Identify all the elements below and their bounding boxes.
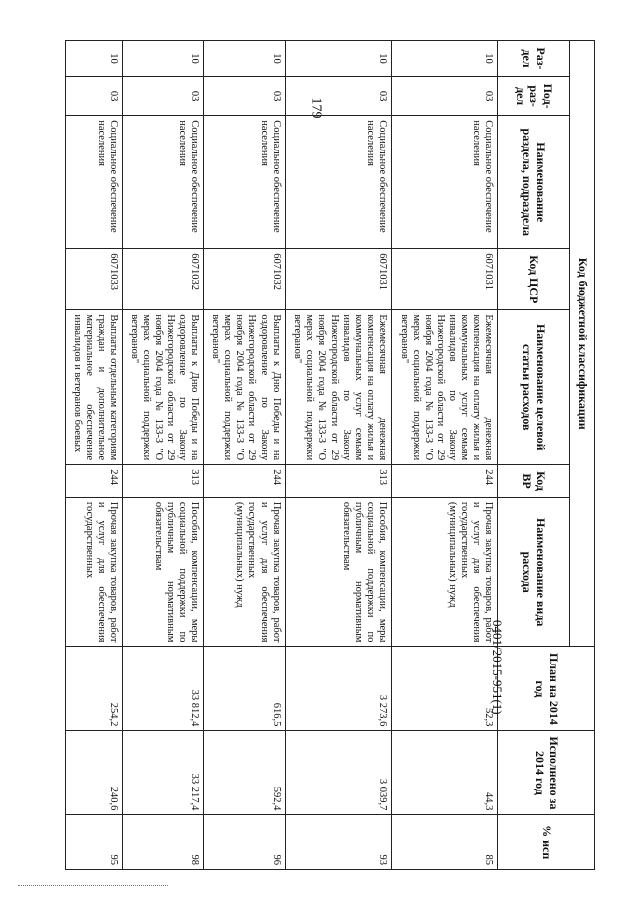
cell-percent: 95 [66,815,123,870]
cell-plan: 33 812,4 [122,647,203,731]
cell-kcsr: 6071031 [285,249,391,310]
header-section-name: Наименование раздела, подраздела [498,116,570,249]
cell-podrazdel: 03 [66,76,123,115]
cell-executed: 592,4 [204,731,285,815]
header-plan: План на 2014 год [498,647,595,731]
page-number: 179 [308,97,324,119]
header-target-name: Наименование целевой статьи расходов [498,310,570,465]
header-podrazdel: Под-раз-дел [498,76,570,115]
cell-target-name: Выплаты к Дню Победы и на оздоровление по Закону Нижегородской области от 29 ноября 2004 года № 133-З "О мерах социальной поддержки ветеранов" [122,310,203,465]
table-row [285,41,391,870]
cell-plan: 616,5 [204,647,285,731]
table-row [204,41,285,870]
cell-section-name: Социальное обеспечение населения [66,116,123,249]
cell-section-name: Социальное обеспечение населения [204,116,285,249]
budget-table [65,40,595,870]
cell-target-name: Ежемесячная денежная компенсация на оплату жилья и коммунальных услуг семьям инвалидов по Закону Нижегородской области от 29 ноября 2004 года № 133-З "О мерах социальной поддержки ветеранов" [285,310,391,465]
cell-percent: 93 [285,815,391,870]
header-kvr: Код ВР [498,465,570,498]
cell-executed: 44,3 [391,731,497,815]
cell-razdel: 10 [122,41,203,77]
cell-expense-name: Прочая закупка товаров, работ и услуг для обеспечения государственных (муниципальных) нужд [391,497,497,647]
header-executed: Исполнено за 2014 год [498,731,595,815]
cell-target-name: Ежемесячная денежная компенсация на оплату жилья и коммунальных услуг семьям инвалидов по Закону Нижегородской области от 29 ноября 2004 года № 133-З "О мерах социальной поддержки ветеранов" [391,310,497,465]
cell-expense-name: Прочая закупка товаров, работ и услуг для обеспечения государственных [66,497,123,647]
cell-percent: 85 [391,815,497,870]
cell-razdel: 10 [204,41,285,77]
cell-section-name: Социальное обеспечение населения [122,116,203,249]
cell-podrazdel: 03 [122,76,203,115]
cell-target-name: Выплаты отдельным категориям граждан и дополнительное материальное обеспечение инвалидов и ветеранов боевых [66,310,123,465]
budget-table-container [65,40,595,870]
cell-executed: 3 039,7 [285,731,391,815]
cell-razdel: 10 [66,41,123,77]
cell-percent: 98 [122,815,203,870]
cell-kvr: 244 [391,465,497,498]
cell-section-name: Социальное обеспечение населения [285,116,391,249]
cell-target-name: Выплаты к Дню Победы и на оздоровление по Закону Нижегородской области от 29 ноября 2004 года № 133-З "О мерах социальной поддержки ветеранов" [204,310,285,465]
group-header: Код бюджетной классификации [570,41,595,647]
cell-plan: 52,3 [391,647,497,731]
cell-kcsr: 6071031 [391,249,497,310]
header-expense-name: Наименование вида расхода [498,497,570,647]
document-code: 0401/2015-951(1) [490,620,505,715]
cell-expense-name: Прочая закупка товаров, работ и услуг для обеспечения государственных (муниципальных) нужд [204,497,285,647]
header-kcsr: Код ЦСР [498,249,570,310]
cell-kvr: 244 [66,465,123,498]
header-razdel: Раз-дел [498,41,570,77]
cell-plan: 3 273,6 [285,647,391,731]
cell-podrazdel: 03 [204,76,285,115]
cell-kvr: 313 [285,465,391,498]
cell-razdel: 10 [285,41,391,77]
cell-section-name: Социальное обеспечение населения [391,116,497,249]
cell-plan: 254,2 [66,647,123,731]
cell-kcsr: 6071032 [204,249,285,310]
table-row [391,41,497,870]
cell-executed: 33 217,4 [122,731,203,815]
cell-kcsr: 6071033 [66,249,123,310]
cell-kcsr: 6071032 [122,249,203,310]
cell-expense-name: Пособия, компенсации, меры социальной поддержки по публичным нормативным обязательствам [285,497,391,647]
header-percent: % исп [498,815,595,870]
cell-percent: 96 [204,815,285,870]
cell-expense-name: Пособия, компенсации, меры социальной поддержки по публичным нормативным обязательствам [122,497,203,647]
cell-podrazdel: 03 [285,76,391,115]
table-row [66,41,123,870]
cell-kvr: 244 [204,465,285,498]
table-row [122,41,203,870]
cell-podrazdel: 03 [391,76,497,115]
cell-razdel: 10 [391,41,497,77]
cell-executed: 240,6 [66,731,123,815]
footer-divider [18,885,168,886]
cell-kvr: 313 [122,465,203,498]
